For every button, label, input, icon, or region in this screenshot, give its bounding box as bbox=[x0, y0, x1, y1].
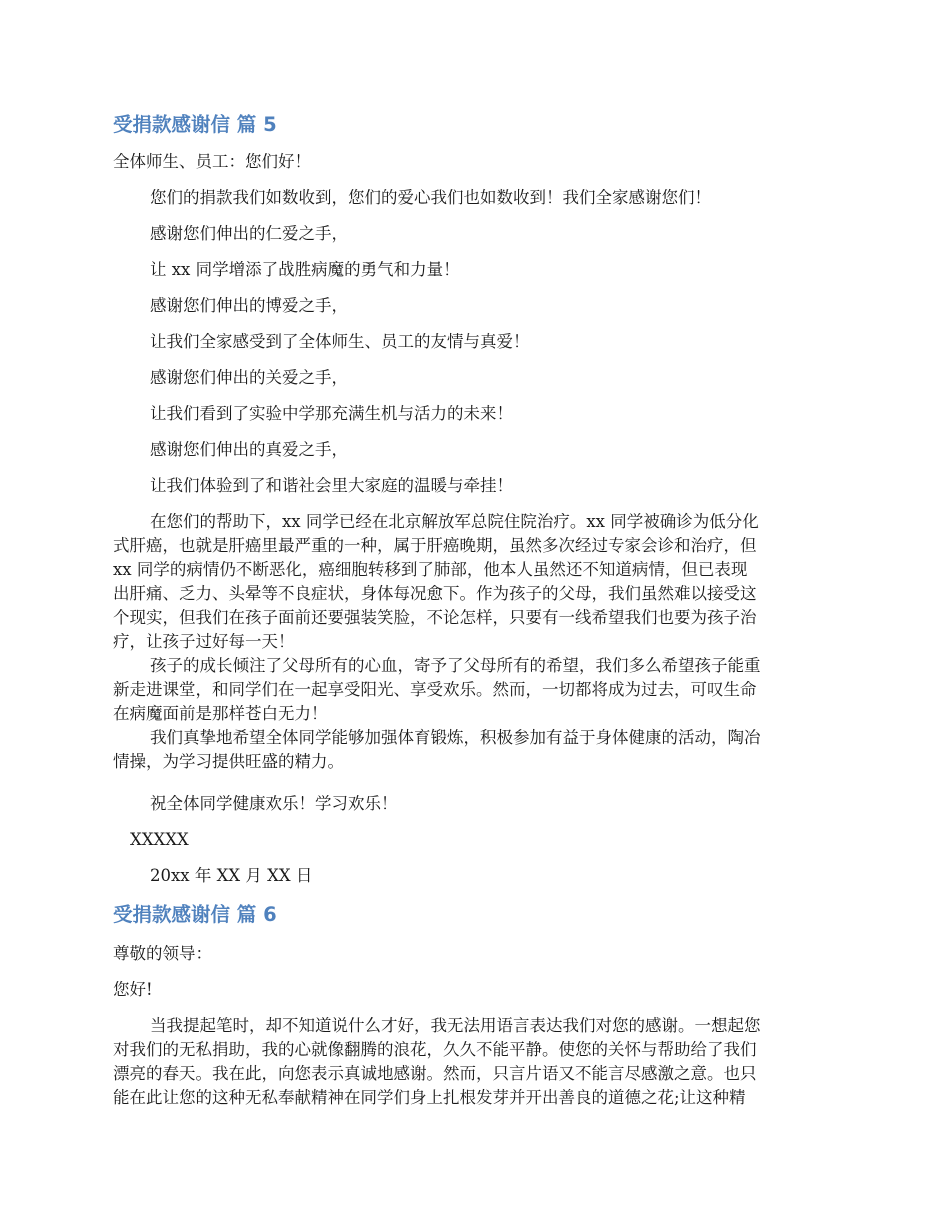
section-5-paragraph-3 bbox=[113, 726, 761, 774]
short-line-4: 感谢您们伸出的博爱之手， bbox=[150, 296, 348, 315]
section-6-heading: 受捐款感谢信 篇 6 bbox=[113, 903, 277, 926]
section-5-salutation: 全体师生、员工：您们好！ bbox=[113, 152, 311, 171]
section-6-paragraph-1 bbox=[113, 1014, 761, 1110]
paragraph-line: 个现实，但我们在孩子面前还要强装笑脸，不论怎样，只要有一线希望我们也要为孩子治 bbox=[113, 608, 757, 627]
paragraph-line: 出肝痛、乏力、头晕等不良症状，身体每况愈下。作为孩子的父母，我们虽然难以接受这 bbox=[113, 584, 757, 603]
short-line-5: 让我们全家感受到了全体师生、员工的友情与真爱！ bbox=[150, 332, 530, 351]
paragraph-line: 在您们的帮助下，xx 同学已经在北京解放军总院住院治疗。xx 同学被确诊为低分化 bbox=[150, 512, 759, 531]
section-5-heading: 受捐款感谢信 篇 5 bbox=[113, 113, 277, 136]
short-line-3: 让 xx 同学增添了战胜病魔的勇气和力量！ bbox=[150, 260, 460, 279]
paragraph-line: 新走进课堂，和同学们在一起享受阳光、享受欢乐。然而，一切都将成为过去，可叹生命 bbox=[113, 680, 757, 699]
short-line-7: 让我们看到了实验中学那充满生机与活力的未来！ bbox=[150, 404, 513, 423]
paragraph-line: 我们真挚地希望全体同学能够加强体育锻炼，积极参加有益于身体健康的活动，陶冶 bbox=[150, 728, 761, 747]
paragraph-line: 疗，让孩子过好每一天！ bbox=[113, 632, 295, 651]
short-line-1: 您们的捐款我们如数收到，您们的爱心我们也如数收到！我们全家感谢您们！ bbox=[150, 188, 711, 207]
paragraph-line: 当我提起笔时，却不知道说什么才好，我无法用语言表达我们对您的感谢。一想起您 bbox=[150, 1016, 761, 1035]
paragraph-line: 孩子的成长倾注了父母所有的心血，寄予了父母所有的希望，我们多么希望孩子能重 bbox=[150, 656, 761, 675]
section-6-greeting: 您好! bbox=[113, 980, 153, 999]
paragraph-line: 情操，为学习提供旺盛的精力。 bbox=[113, 752, 344, 771]
paragraph-line: 能在此让您的这种无私奉献精神在同学们身上扎根发芽并开出善良的道德之花;让这种精 bbox=[113, 1088, 746, 1107]
short-line-9: 让我们体验到了和谐社会里大家庭的温暖与牵挂！ bbox=[150, 476, 513, 495]
paragraph-line: 式肝癌，也就是肝癌里最严重的一种，属于肝癌晚期，虽然多次经过专家会诊和治疗，但 bbox=[113, 536, 757, 555]
paragraph-line: 在病魔面前是那样苍白无力！ bbox=[113, 704, 328, 723]
paragraph-line: 漂亮的春天。我在此，向您表示真诚地感谢。然而，只言片语又不能言尽感激之意。也只 bbox=[113, 1064, 757, 1083]
paragraph-line: xx 同学的病情仍不断恶化，癌细胞转移到了肺部，他本人虽然还不知道病情，但已表现 bbox=[113, 560, 748, 579]
closing-wish: 祝全体同学健康欢乐！学习欢乐！ bbox=[150, 794, 398, 813]
paragraph-line: 对我们的无私捐助，我的心就像翻腾的浪花，久久不能平静。使您的关怀与帮助给了我们 bbox=[113, 1040, 757, 1059]
short-line-2: 感谢您们伸出的仁爱之手， bbox=[150, 224, 348, 243]
short-line-6: 感谢您们伸出的关爱之手， bbox=[150, 368, 348, 387]
section-5-paragraph-2 bbox=[113, 654, 761, 726]
short-line-8: 感谢您们伸出的真爱之手， bbox=[150, 440, 348, 459]
section-5-paragraph-1 bbox=[113, 510, 759, 654]
signature: XXXXX bbox=[130, 830, 189, 849]
section-6-salutation: 尊敬的领导： bbox=[113, 944, 212, 963]
letter-date: 20xx 年 XX 月 XX 日 bbox=[150, 866, 313, 885]
